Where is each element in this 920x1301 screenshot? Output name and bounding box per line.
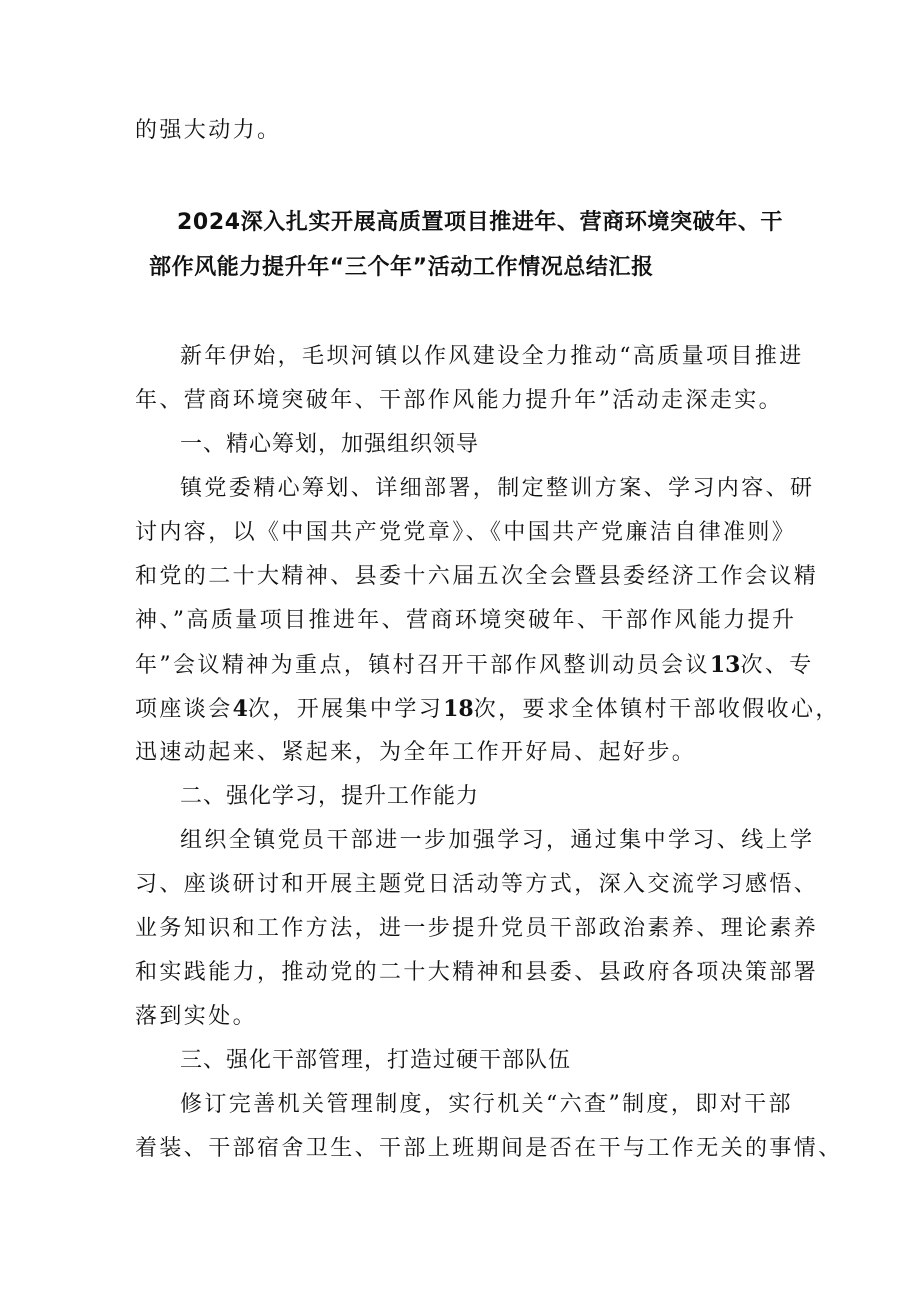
- study-count: 18: [443, 696, 474, 722]
- meeting-count: 13: [709, 652, 741, 678]
- section-1-line-5-text-b: 次、专: [740, 653, 814, 678]
- section-1-line-6-text-c: 次，要求全体镇村干部收假收心，: [473, 697, 840, 722]
- section-1-line-6: [135, 694, 840, 725]
- section-1-line-3: 和党的二十大精神、县委十六届五次全会暨县委经济工作会议精: [135, 564, 819, 589]
- section-3-line-1: 修订完善机关管理制度，实行机关“六查”制度，即对干部: [180, 1092, 793, 1117]
- section-3-line-2: 着装、干部宿舍卫生、干部上班期间是否在干与工作无关的事情、: [135, 1136, 843, 1161]
- intro-paragraph-line-1: 新年伊始，毛坝河镇以作风建设全力推动“高质量项目推进: [180, 344, 804, 369]
- section-1-line-1: 镇党委精心筹划、详细部署，制定整训方案、学习内容、研: [180, 476, 815, 501]
- section-3-heading: 三、强化干部管理，打造过硬干部队伍: [180, 1048, 572, 1073]
- section-1-line-6-text-a: 项座谈会: [135, 697, 233, 722]
- symposium-count: 4: [232, 696, 248, 722]
- section-2-heading: 二、强化学习，提升工作能力: [180, 784, 480, 809]
- section-2-line-1: 组织全镇党员干部进一步加强学习，通过集中学习、线上学: [180, 828, 815, 853]
- section-1-line-5-text-a: 年”会议精神为重点，镇村召开干部作风整训动员会议: [135, 653, 710, 678]
- document-title-line-2: 部作风能力提升年“三个年”活动工作情况总结汇报: [149, 255, 654, 280]
- section-1-line-5: [135, 650, 814, 681]
- continued-paragraph-end: 的强大动力。: [135, 118, 282, 143]
- section-2-line-4: 和实践能力，推动党的二十大精神和县委、县政府各项决策部署: [135, 960, 819, 985]
- section-2-line-2: 习、座谈研讨和开展主题党日活动等方式，深入交流学习感悟、: [135, 872, 819, 897]
- section-1-line-2: 讨内容，以《中国共产党党章》、《中国共产党廉洁自律准则》: [135, 520, 797, 545]
- document-title-line-1: 2024深入扎实开展高质置项目推进年、营商环境突破年、干: [177, 210, 784, 235]
- section-2-line-5: 落到实处。: [135, 1004, 258, 1029]
- section-1-line-6-text-b: 次，开展集中学习: [247, 697, 444, 722]
- section-2-line-3: 业务知识和工作方法，进一步提升党员干部政治素养、理论素养: [135, 916, 819, 941]
- section-1-line-7: 迅速动起来、紧起来，为全年工作开好局、起好步。: [135, 740, 697, 765]
- section-1-heading: 一、精心筹划，加强组织领导: [180, 432, 480, 457]
- intro-paragraph-line-2: 年、营商环境突破年、干部作风能力提升年”活动走深走实。: [135, 388, 784, 413]
- section-1-line-4: 神、”高质量项目推进年、营商环境突破年、干部作风能力提升: [135, 608, 797, 633]
